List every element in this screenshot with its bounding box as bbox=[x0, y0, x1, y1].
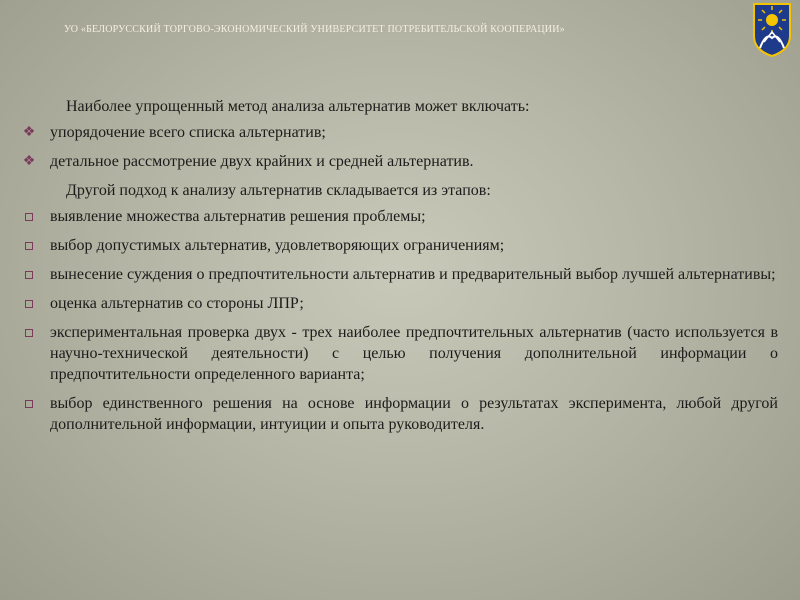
list-item-text: выявление множества альтернатив решения проблемы; bbox=[50, 208, 426, 225]
slide-content bbox=[20, 96, 778, 443]
diamond-bullet-icon: ❖ bbox=[22, 125, 36, 140]
intro-paragraph-2: Другой подход к анализу альтернатив складывается из этапов: bbox=[66, 182, 491, 199]
square-bullet-icon bbox=[22, 206, 36, 227]
square-bullet-icon bbox=[22, 393, 36, 414]
list-item bbox=[20, 293, 778, 314]
diamond-bullet-icon: ❖ bbox=[22, 154, 36, 169]
list-item bbox=[20, 393, 778, 435]
list-item-text: упорядочение всего списка альтернатив; bbox=[50, 124, 326, 141]
list-item-text: оценка альтернатив со стороны ЛПР; bbox=[50, 295, 304, 312]
square-bullet-icon bbox=[22, 264, 36, 285]
list-item bbox=[20, 264, 778, 285]
list-item-text: детальное рассмотрение двух крайних и средней альтернатив. bbox=[50, 153, 474, 170]
square-bullet-icon bbox=[22, 322, 36, 343]
list-item bbox=[20, 322, 778, 385]
list-item-text: экспериментальная проверка двух - трех наиболее предпочтительных альтернатив (часто используется в научно-технической деятельности) с целью получения дополнительной информации о предпочтительности определенного варианта; bbox=[50, 324, 778, 383]
list-item bbox=[20, 235, 778, 256]
header-title: УО «БЕЛОРУССКИЙ ТОРГОВО-ЭКОНОМИЧЕСКИЙ УНИВЕРСИТЕТ ПОТРЕБИТЕЛЬСКОЙ КООПЕРАЦИИ» bbox=[64, 24, 565, 35]
header bbox=[0, 0, 800, 62]
square-bullet-icon bbox=[22, 235, 36, 256]
intro-paragraph-1: Наиболее упрощенный метод анализа альтернатив может включать: bbox=[66, 98, 530, 115]
list-item-text: выбор допустимых альтернатив, удовлетворяющих ограничениям; bbox=[50, 237, 505, 254]
list-item bbox=[20, 122, 778, 143]
list-item bbox=[20, 151, 778, 172]
list-item-text: выбор единственного решения на основе информации о результатах эксперимента, любой другой дополнительной информации, интуиции и опыта руководителя. bbox=[50, 395, 778, 433]
university-emblem-icon bbox=[750, 2, 794, 58]
list-item-text: вынесение суждения о предпочтительности альтернатив и предварительный выбор лучшей альтернативы; bbox=[50, 266, 776, 283]
square-bullet-icon bbox=[22, 293, 36, 314]
list-item bbox=[20, 206, 778, 227]
